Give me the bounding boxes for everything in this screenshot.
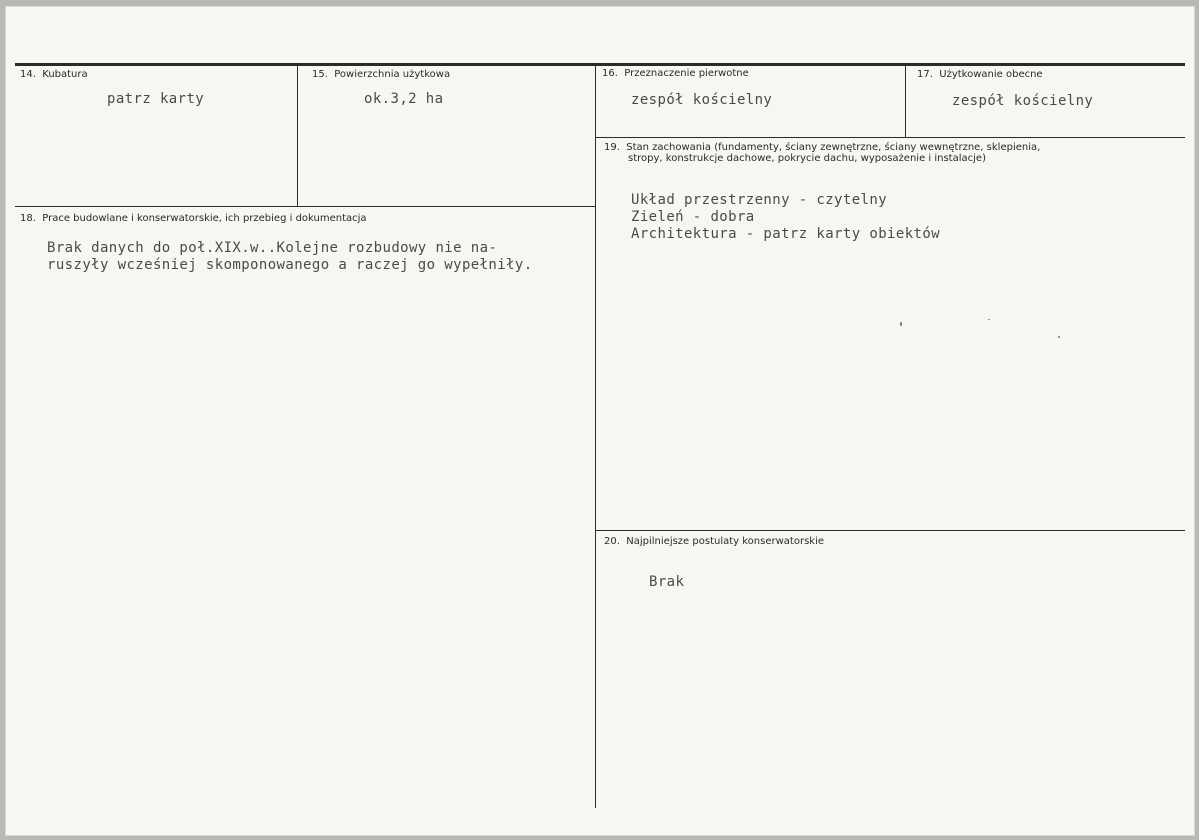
field-17-label: 17. Użytkowanie obecne [917, 69, 1043, 80]
field-15-label: 15. Powierzchnia użytkowa [312, 69, 451, 80]
field-14-label: 14. Kubatura [20, 69, 88, 80]
divider-center [595, 65, 596, 808]
field-14-value: patrz karty [107, 91, 205, 107]
divider-14-15 [297, 65, 298, 207]
field-19-line-2: Zieleń - dobra [631, 209, 755, 225]
field-16-value: zespół kościelny [631, 92, 773, 108]
field-19-line-1: Układ przestrzenny - czytelny [631, 192, 888, 208]
paper-speck [988, 319, 990, 320]
field-20-value: Brak [649, 574, 685, 590]
record-card [5, 6, 1195, 836]
field-19-label-line-2: stropy, konstrukcje dachowe, pokrycie dachu, wyposażenie i instalacje) [628, 153, 986, 164]
rule-below-16-17 [595, 137, 1185, 138]
field-17-value: zespół kościelny [952, 93, 1094, 109]
field-19-line-3: Architektura - patrz karty obiektów [631, 226, 941, 242]
rule-below-14-15 [15, 206, 595, 207]
field-18-line-1: Brak danych do poł.XIX.w..Kolejne rozbudowy nie na- [47, 240, 498, 256]
field-20-label: 20. Najpilniejsze postulaty konserwatorskie [604, 536, 824, 547]
paper-speck [900, 322, 902, 326]
field-19-label-line-1: 19. Stan zachowania (fundamenty, ściany zewnętrzne, ściany wewnętrzne, sklepienia, [604, 142, 1041, 153]
field-16-label: 16. Przeznaczenie pierwotne [602, 68, 749, 79]
field-15-value: ok.3,2 ha [364, 91, 444, 107]
field-18-label: 18. Prace budowlane i konserwatorskie, ich przebieg i dokumentacja [20, 213, 367, 224]
divider-16-17 [905, 65, 906, 137]
paper-speck [1058, 336, 1060, 338]
top-rule [15, 63, 1185, 66]
rule-above-20 [595, 530, 1185, 531]
field-18-line-2: ruszyły wcześniej skomponowanego a raczej go wypełniły. [47, 257, 533, 273]
